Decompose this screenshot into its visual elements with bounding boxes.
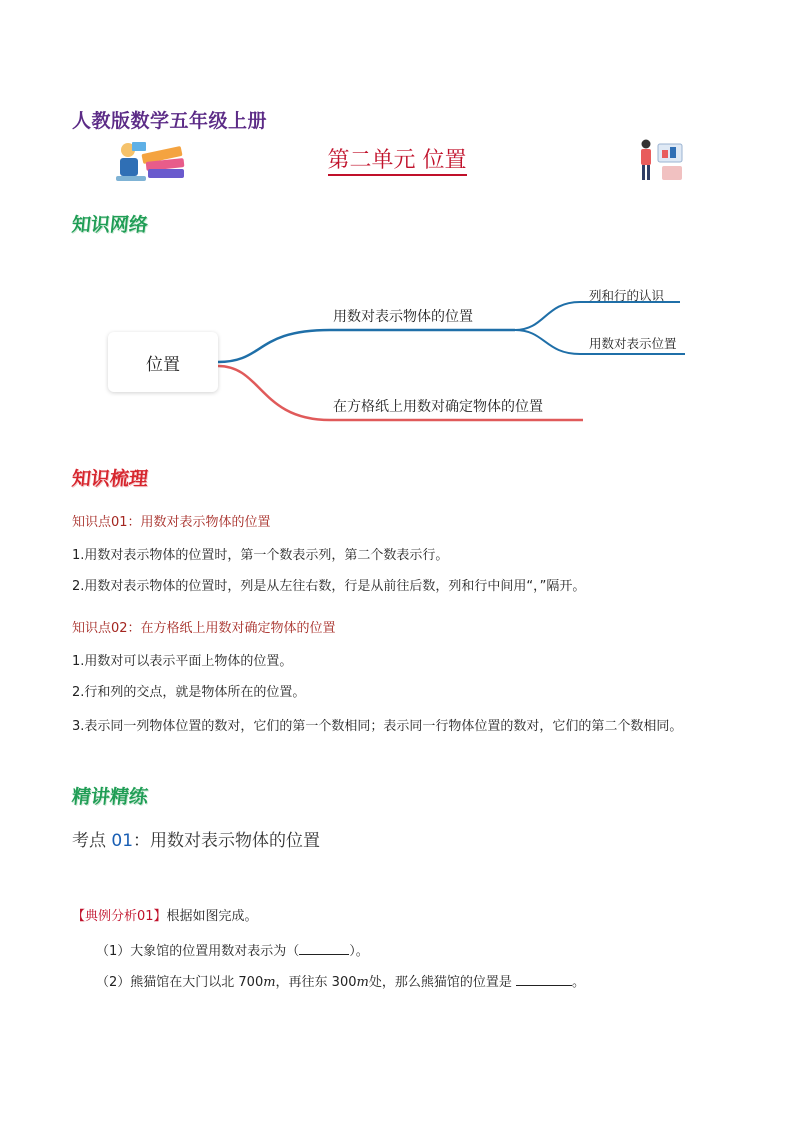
mindmap-root: 位置 xyxy=(108,332,218,392)
answer-blank-1[interactable] xyxy=(299,942,349,955)
mindmap-child1-line xyxy=(515,302,680,330)
question-2: （2）熊猫馆在大门以北 700m，再往东 300m处，那么熊猫馆的位置是 。 xyxy=(96,975,585,990)
section-heading-sorting: 知识梳理 xyxy=(70,468,150,490)
mindmap-branch2: 在方格纸上用数对确定物体的位置 xyxy=(333,399,543,415)
knowledge-point-02-item-1: 1.用数对可以表示平面上物体的位置。 xyxy=(72,654,293,669)
exam-point-01: 考点 01：用数对表示物体的位置 xyxy=(72,831,321,851)
knowledge-point-02-item-2: 2.行和列的交点，就是物体所在的位置。 xyxy=(72,685,306,700)
section-heading-network: 知识网络 xyxy=(70,214,150,236)
knowledge-point-01-item-2: 2.用数对表示物体的位置时，列是从左往右数，行是从前往后数，列和行中间用“，”隔开。 xyxy=(72,579,586,594)
knowledge-point-01-item-1: 1.用数对表示物体的位置时，第一个数表示列，第二个数表示行。 xyxy=(72,548,449,563)
knowledge-point-02-title: 知识点02：在方格纸上用数对确定物体的位置 xyxy=(72,621,336,636)
section-heading-practice: 精讲精练 xyxy=(70,786,150,808)
mindmap-child-rows-columns: 列和行的认识 xyxy=(589,288,665,303)
book-title: 人教版数学五年级上册 xyxy=(72,110,268,132)
knowledge-point-01-title: 知识点01：用数对表示物体的位置 xyxy=(72,515,271,530)
question-1: （1）大象馆的位置用数对表示为（ ）。 xyxy=(96,944,369,959)
mindmap-branch1-line xyxy=(218,330,515,362)
mindmap-child-pair-position: 用数对表示位置 xyxy=(589,336,677,351)
person-presentation-icon xyxy=(632,136,690,184)
unit-title: 第二单元 位置 xyxy=(0,143,794,174)
mindmap-branch1: 用数对表示物体的位置 xyxy=(333,309,473,325)
answer-blank-2[interactable] xyxy=(516,973,572,986)
example-heading: 【典例分析01】根据如图完成。 xyxy=(72,909,258,924)
knowledge-point-02-item-3: 3.表示同一列物体位置的数对，它们的第一个数相同；表示同一行物体位置的数对，它们的第二个数相同。 xyxy=(72,719,683,734)
